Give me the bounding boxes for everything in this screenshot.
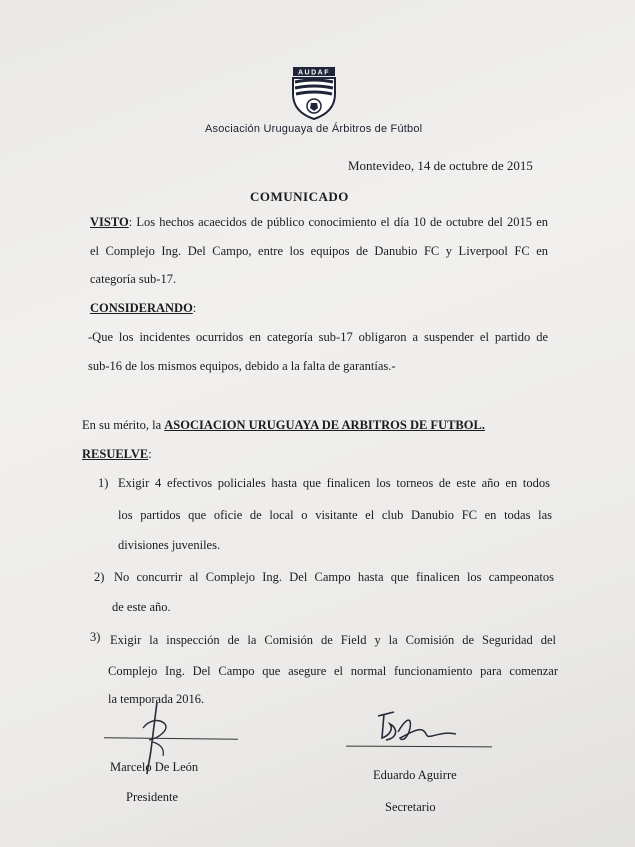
document-title: COMUNICADO (250, 189, 349, 204)
item-2-line-2: de este año. (112, 600, 171, 614)
logo-text: AUDAF (298, 69, 330, 77)
resuelve-heading (82, 447, 152, 462)
visto-text-1: : Los hechos acaecidos de público conocimiento el día 10 de octubre del 2015 en (128, 215, 548, 229)
considerando-label: CONSIDERANDO (90, 301, 193, 315)
visto-line-3: categoría sub-17. (90, 272, 177, 286)
left-signer-name: Marcelo De León (110, 760, 199, 774)
merito-line (82, 418, 485, 433)
considerando-colon: : (192, 301, 197, 315)
considerando-heading (90, 301, 196, 316)
resuelve-label: RESUELVE (82, 447, 149, 461)
visto-line-1 (90, 215, 548, 230)
right-signer-role: Secretario (385, 800, 436, 814)
merito-org: ASOCIACION URUGUAYA DE ARBITROS DE FUTBOL. (164, 418, 485, 432)
item-3-line-1: Exigir la inspección de la Comisión de Field y la Comisión de Seguridad del (110, 633, 556, 647)
considerando-line-2: sub-16 de los mismos equipos, debido a la falta de garantías.- (88, 359, 396, 373)
left-signer-role: Presidente (126, 790, 179, 804)
item-3-line-3: la temporada 2016. (108, 692, 205, 706)
merito-prefix: En su mérito, la (82, 418, 165, 432)
resuelve-colon: : (148, 447, 152, 461)
visto-label: VISTO (90, 215, 129, 229)
item-1-number: 1) (98, 476, 109, 490)
date-line: Montevideo, 14 de octubre de 2015 (348, 158, 533, 173)
item-3-line-2: Complejo Ing. Del Campo que asegure el normal funcionamiento para comenzar (108, 664, 558, 678)
right-signer-name: Eduardo Aguirre (373, 768, 457, 782)
organization-name: Asociación Uruguaya de Árbitros de Fútbol (205, 123, 423, 135)
item-2-line-1: No concurrir al Complejo Ing. Del Campo hasta que finalicen los campeonatos (114, 570, 554, 584)
visto-line-2: el Complejo Ing. Del Campo, entre los equipos de Danubio FC y Liverpool FC en (90, 244, 548, 258)
item-1-line-1: Exigir 4 efectivos policiales hasta que finalicen los torneos de este año en todos (118, 476, 550, 490)
considerando-line-1: -Que los incidentes ocurridos en categoría sub-17 obligaron a suspender el partido de (88, 330, 548, 344)
item-1-line-2: los partidos que oficie de local o visitante el club Danubio FC en todas las (118, 508, 552, 522)
right-signature-scribble-icon (372, 708, 462, 746)
item-1-line-3: divisiones juveniles. (118, 538, 221, 552)
audaf-shield-logo-icon (291, 66, 337, 120)
item-2-number: 2) (94, 570, 105, 584)
item-3-number: 3) (90, 630, 101, 644)
